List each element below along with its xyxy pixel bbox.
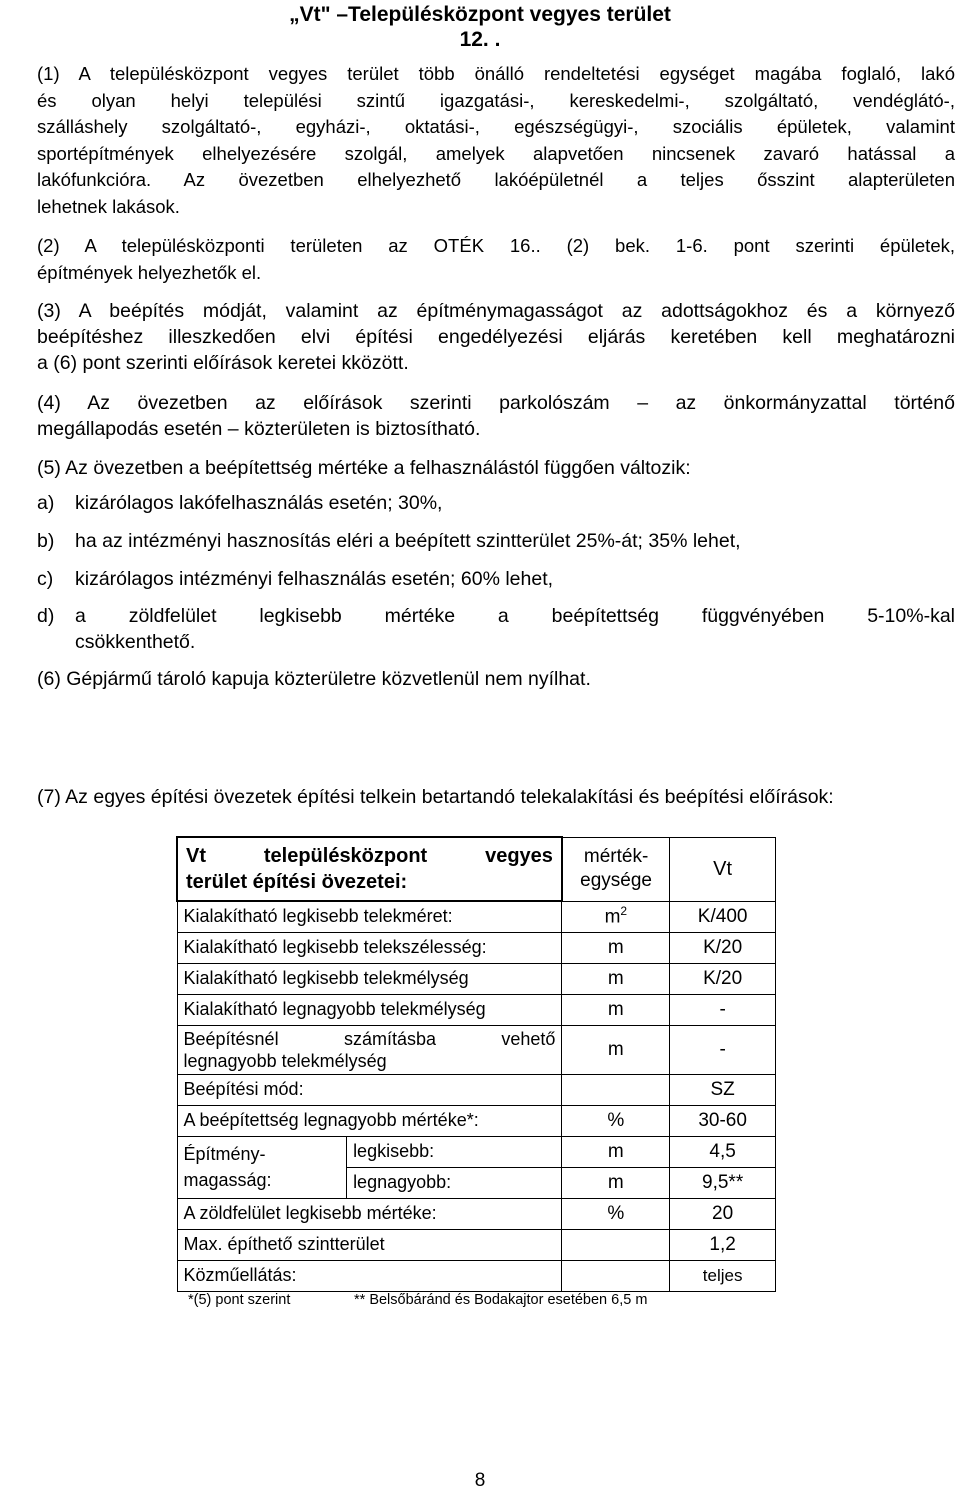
section-title: „Vt" –Településközpont vegyes terület — [289, 3, 671, 26]
table-header-row — [177, 837, 776, 901]
table-header-zone: Vt — [670, 837, 776, 901]
table-header-unit: mérték- egysége — [562, 837, 670, 901]
table-row: Kialakítható legnagyobb telekmélység m - — [177, 994, 776, 1025]
table-row: Beépítésnél számításba vehető legnagyobb telekmélység m - — [177, 1025, 776, 1074]
paragraph-3: (3) A beépítés módját, valamint az építménymagasságot az adottságokhoz és a környező beépítéshez illeszkedően elvi építési engedélyezési eljárás keretében kell meghatározni a (6) pont szerinti előírások keretei kközött. — [37, 300, 955, 374]
table-row: A zöldfelület legkisebb mértéke: % 20 — [177, 1198, 776, 1229]
paragraph-4: (4) Az övezetben az előírások szerinti parkolószám – az önkormányzattal történő megállapodás esetén – közterületen is biztosítható. — [37, 392, 955, 440]
footnote-1: *(5) pont szerint — [188, 1292, 291, 1308]
document-page: „Vt" –Településközpont vegyes terület 12. . (1) A településközpont vegyes terület több önálló rendeltetési egységet magába foglaló, lakó és olyan helyi települési szintű igazgatási-, kereskedelmi-, szolgáltató, vendéglátó-, szálláshely szolgáltató-, egyházi-, oktatási-, egészségügyi-, szociális épületek, valamint sportépítmények elhelyezésére szolgál, amelyek alapvetően nincsenek zavaró hatással a lakófunkcióra. Az övezetben elhelyezhető lakóépületnél a teljes ősszint alapterületen lehetnek lakások. (2) A településközponti területen az OTÉK 16.. (2) bek. 1-6. pont szerinti épületek, építmények helyezhetők el. (3) A beépítés módját, valamint az építménymagasságot az adottságokhoz és a környező beépítéshez illeszkedően elvi építési engedélyezési eljárás keretében kell meghatározni a (6) pont szerinti előírások keretei kközött. (4) Az övezetben az előírások szerinti parkolószám – az önkormányzattal történő megállapodás esetén – közterületen is biztosítható. (5) Az övezetben a beépítettség mértéke a felhasználástól függően változik: a) kizárólagos lakófelhasználás esetén; 30%, b) ha az intézményi hasznosítás eléri a beépített szintterület 25%-át; 35% lehet, c) kizárólagos intézményi felhasználás esetén; 60% lehet, d) a zöldfelület legkisebb mértéke a beépítettség függvényében 5-10%-kal csökkenthető. (6) Gépjármű tároló kapuja közterületre közvetlenül nem nyílhat. (7) Az egyes építési övezetek építési telkein betartandó telekalakítási és beépítési előírások: Vt településközpont vegyes terület építési övezetei: mérték- egysége Vt Kialakítható legkisebb telekméret: $m^2$ K/400 Kialakítható legkisebb telekszélesség: m K/20 Kialakítható legkisebb telekmélység m K/20 Kialakítható legnagyobb telekmélység m - Beépítésnél számításba vehető legnagyobb telekmélység m - Beépítési mód: SZ A beépítettség legnagyobb mértéke*: % 30-60 Építmény- magasság: legkisebb: m 4,5 legnagyobb: m 9,5** A zöldfelület legkisebb mértéke: % 20 Max. építhető szintterület 1,2 Közműellátás: teljes *(5) pont szerint ** Belsőbáránd és Bodakajtor esetében 6,5 m 8 — [0, 0, 960, 1495]
table-row: Közműellátás: teljes — [177, 1260, 776, 1291]
table-header-title: Vt településközpont vegyes terület építési övezetei: — [177, 837, 562, 901]
section-number: 12. . — [459, 28, 501, 51]
table-row: A beépítettség legnagyobb mértéke*: % 30-60 — [177, 1105, 776, 1136]
paragraph-5: (5) Az övezetben a beépítettség mértéke a felhasználástól függően változik: — [37, 457, 691, 479]
paragraph-6: (6) Gépjármű tároló kapuja közterületre közvetlenül nem nyílhat. — [37, 668, 591, 690]
paragraph-7: (7) Az egyes építési övezetek építési telkein betartandó telekalakítási és beépítési előírások: — [37, 786, 834, 808]
footnote-2: ** Belsőbáránd és Bodakajtor esetében 6,5 m — [354, 1292, 648, 1308]
zoning-parameters-table — [176, 836, 776, 1292]
page-number: 8 — [474, 1470, 486, 1491]
paragraph-1: (1) A településközpont vegyes terület több önálló rendeltetési egységet magába foglaló, lakó és olyan helyi települési szintű igazgatási-, kereskedelmi-, szolgáltató, vendéglátó-, szálláshely szolgáltató-, egyházi-, oktatási-, egészségügyi-, szociális épületek, valamint sportépítmények elhelyezésére szolgál, amelyek alapvetően nincsenek zavaró hatással a lakófunkcióra. Az övezetben elhelyezhető lakóépületnél a teljes ősszint alapterületen lehetnek lakások. — [37, 63, 955, 217]
table-row-height-max: legnagyobb: m 9,5** — [177, 1167, 776, 1198]
table-row: Kialakítható legkisebb telekszélesség: m K/20 — [177, 932, 776, 963]
table-row: Kialakítható legkisebb telekméret: $m^2$ K/400 — [177, 901, 776, 932]
table-row: Max. építhető szintterület 1,2 — [177, 1229, 776, 1260]
table-row: Beépítési mód: SZ — [177, 1074, 776, 1105]
table-row: Kialakítható legkisebb telekmélység m K/20 — [177, 963, 776, 994]
paragraph-2: (2) A településközponti területen az OTÉK 16.. (2) bek. 1-6. pont szerinti épületek, építmények helyezhetők el. — [37, 235, 955, 283]
table-row-height-min: Építmény- magasság: legkisebb: m 4,5 — [177, 1136, 776, 1167]
